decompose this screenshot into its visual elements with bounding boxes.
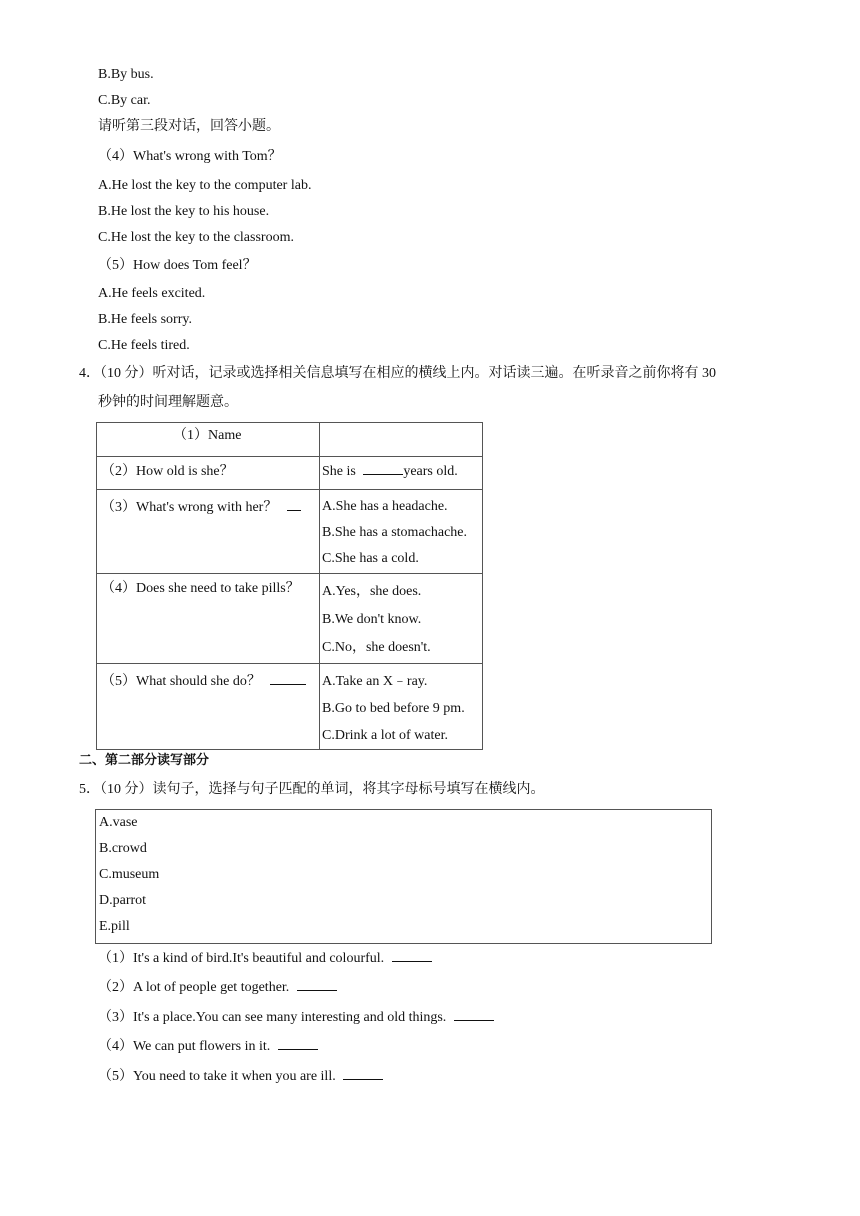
option-line: A.He lost the key to the computer lab. [98, 178, 312, 193]
row3-question: （3）What's wrong with her？ [101, 500, 278, 515]
option-line: C.He feels tired. [98, 338, 190, 353]
row3-blank[interactable] [287, 496, 301, 511]
row4-option-b: B.We don't know. [322, 612, 422, 627]
age-prefix: She is [322, 464, 356, 479]
answer-blank[interactable] [297, 976, 337, 991]
row3-option-a: A.She has a headache. [322, 499, 448, 514]
q5-item-text: （3）It's a place.You can see many interesting and old things. [98, 1010, 447, 1025]
option-line: B.He feels sorry. [98, 312, 192, 327]
word-option: A.vase [99, 815, 138, 830]
q5-item [98, 1065, 383, 1086]
row4-option-a: A.Yes，she does. [322, 584, 422, 599]
word-option: B.crowd [99, 841, 147, 856]
row4-option-c: C.No，she doesn't. [322, 640, 431, 655]
row5-blank[interactable] [270, 670, 306, 685]
word-bank-box [95, 809, 712, 944]
option-line: A.He feels excited. [98, 286, 206, 301]
row4-question: （4）Does she need to take pills？ [101, 581, 300, 596]
option-line: C.By car. [98, 93, 151, 108]
instruction-line: 请听第三段对话，回答小题。 [98, 119, 280, 134]
q5-item-text: （4）We can put flowers in it. [98, 1039, 271, 1054]
q5-item [98, 1035, 318, 1056]
word-option: C.museum [99, 867, 160, 882]
q5-item [98, 1006, 494, 1027]
age-blank[interactable] [363, 460, 403, 475]
q5-item-text: （2）A lot of people get together. [98, 980, 290, 995]
answer-blank[interactable] [343, 1065, 383, 1080]
row5-option-b: B.Go to bed before 9 pm. [322, 701, 465, 716]
question-4-stem-cont: 秒钟的时间理解题意。 [98, 395, 238, 410]
answer-blank[interactable] [454, 1006, 494, 1021]
question-line: （5）How does Tom feel？ [98, 258, 257, 273]
q5-item [98, 947, 432, 968]
answer-blank[interactable] [278, 1035, 318, 1050]
section-2-title: 二、第二部分读写部分 [79, 753, 210, 768]
option-line: B.By bus. [98, 67, 154, 82]
name-answer-cell[interactable] [320, 423, 483, 457]
row5-option-a: A.Take an X﹣ray. [322, 674, 428, 689]
q5-item-text: （1）It's a kind of bird.It's beautiful and colourful. [98, 951, 385, 966]
word-option: E.pill [99, 919, 130, 934]
question-line: （4）What's wrong with Tom？ [98, 149, 282, 164]
row2-question: （2）How old is she？ [101, 464, 234, 479]
row5-question: （5）What should she do？ [101, 674, 261, 689]
answer-blank[interactable] [392, 947, 432, 962]
question-4-stem: 4．（10 分）听对话，记录或选择相关信息填写在相应的横线上内。对话读三遍。在听录音之前你将有 30 [79, 366, 716, 381]
row3-option-b: B.She has a stomachache. [322, 525, 468, 540]
q5-item [98, 976, 337, 997]
word-option: D.parrot [99, 893, 147, 908]
row3-option-c: C.She has a cold. [322, 551, 419, 566]
option-line: B.He lost the key to his house. [98, 204, 270, 219]
q5-item-text: （5）You need to take it when you are ill. [98, 1069, 336, 1084]
row5-option-c: C.Drink a lot of water. [322, 728, 448, 743]
option-line: C.He lost the key to the classroom. [98, 230, 294, 245]
row1-question: （1）Name [173, 428, 242, 443]
age-suffix: years old. [403, 464, 458, 479]
question-5-stem: 5．（10 分）读句子，选择与句子匹配的单词，将其字母标号填写在横线内。 [79, 782, 545, 797]
question-4-table [96, 422, 483, 750]
